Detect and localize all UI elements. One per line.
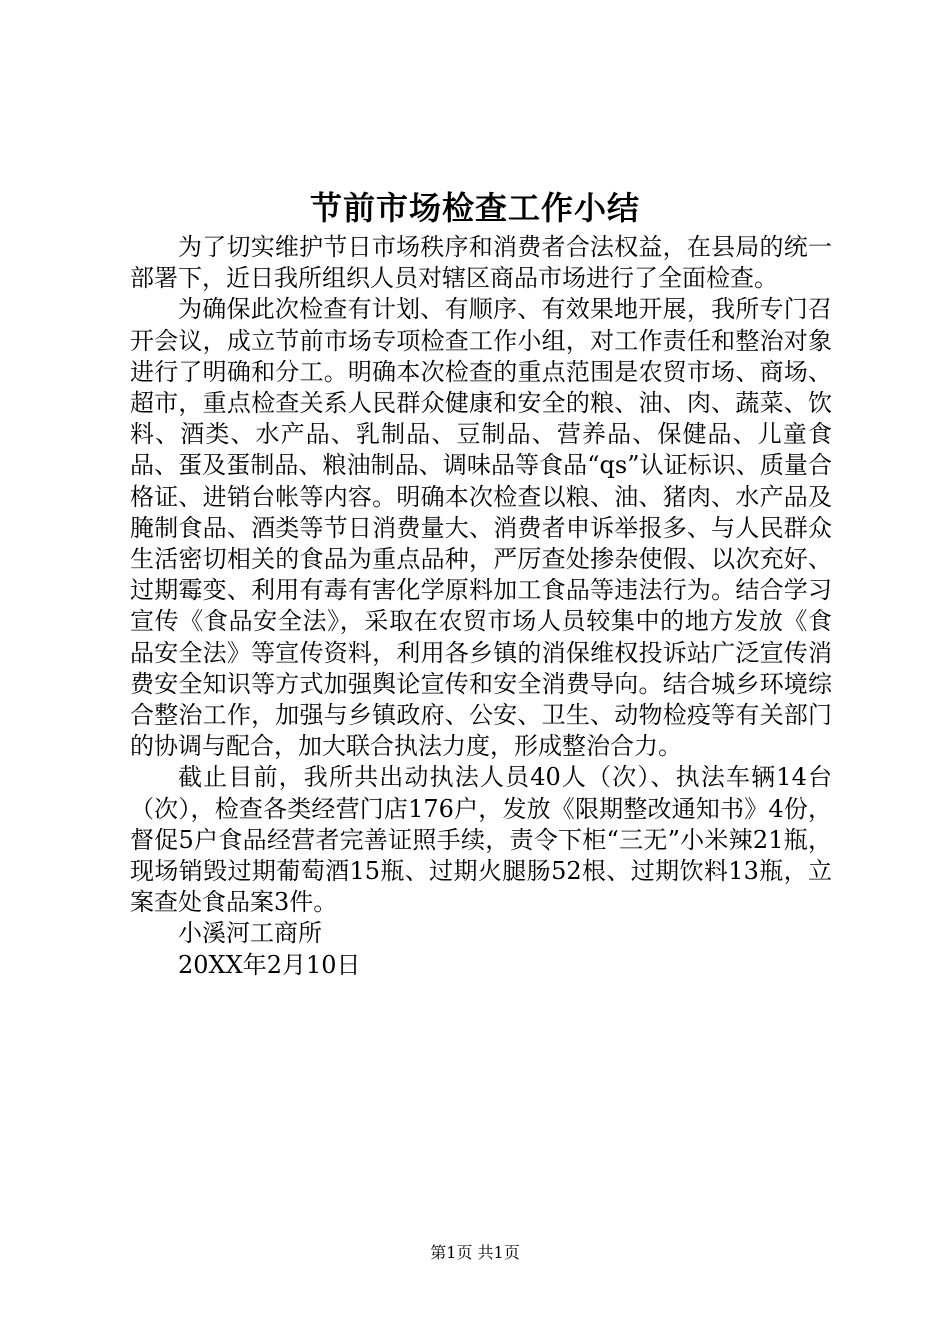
document-date: 20XX年2月10日 [178,950,361,979]
signature: 小溪河工商所 [178,919,322,948]
paragraph-results: 截止目前，我所共出动执法人员40人（次）、执法车辆14台（次），检查各类经营门店176户，发放《限期整改通知书》4份，督促5户食品经营者完善证照手续，责令下柜“三无”小米辣21瓶，现场销毁过期葡萄酒15瓶、过期火腿肠52根、过期饮料13瓶，立案查处食品案3件。 [130,763,832,917]
document-body [130,232,832,981]
page-footer: 第1页 共1页 [430,1243,520,1262]
document-title: 节前市场检查工作小结 [309,189,640,227]
paragraph-plan: 为确保此次检查有计划、有顺序、有效果地开展，我所专门召开会议，成立节前市场专项检查工作小组，对工作责任和整治对象进行了明确和分工。明确本次检查的重点范围是农贸市场、商场、超市，重点检查关系人民群众健康和安全的粮、油、肉、蔬菜、饮料、酒类、水产品、乳制品、豆制品、营养品、保健品、儿童食品、蛋及蛋制品、粮油制品、调味品等食品“qs”认证标识、质量合格证、进销台帐等内容。明确本次检查以粮、油、猪肉、水产品及腌制食品、酒类等节日消费量大、消费者申诉举报多、与人民群众生活密切相关的食品为重点品种，严厉查处掺杂使假、以次充好、过期霉变、利用有毒有害化学原料加工食品等违法行为。结合学习宣传《食品安全法》，采取在农贸市场人员较集中的地方发放《食品安全法》等宣传资料，利用各乡镇的消保维权投诉站广泛宣传消费安全知识等方式加强舆论宣传和安全消费导向。结合城乡环境综合整治工作，加强与乡镇政府、公安、卫生、动物检疫等有关部门的协调与配合，加大联合执法力度，形成整治合力。 [130,295,832,761]
paragraph-intro: 为了切实维护节日市场秩序和消费者合法权益，在县局的统一部署下，近日我所组织人员对辖区商品市场进行了全面检查。 [130,233,832,293]
